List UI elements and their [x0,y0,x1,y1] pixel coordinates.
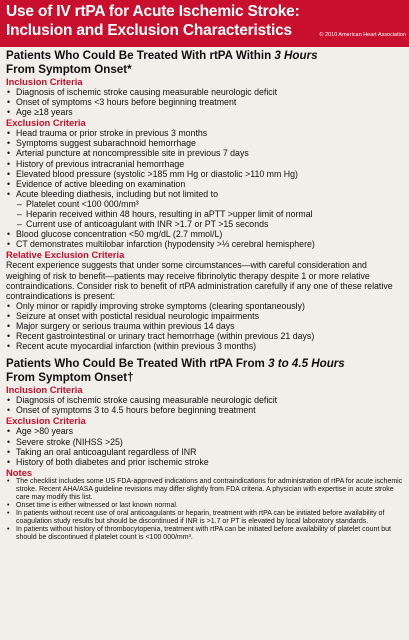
list-item: • CT demonstrates multilobar infarction (hypodensity >⅓ cerebral hemisphere) [6,239,404,249]
notes-list [6,478,404,543]
list-item: • Diagnosis of ischemic stroke causing measurable neurologic deficit [6,395,404,405]
list-item: • Elevated blood pressure (systolic >185 mm Hg or diastolic >110 mm Hg) [6,169,404,179]
list-item: • Head trauma or prior stroke in previous 3 months [6,128,404,138]
list-item: • Arterial puncture at noncompressible site in previous 7 days [6,148,404,158]
list-item: • Blood glucose concentration <50 mg/dL (2.7 mmol/L) [6,229,404,239]
exclusion-criteria-label: Exclusion Criteria [6,415,86,427]
list-item: • Acute bleeding diathesis, including but not limited to [6,189,404,199]
title-line-2: Inclusion and Exclusion Characteristics [6,22,292,39]
list-item: • Recent acute myocardial infarction (within previous 3 months) [6,341,404,351]
title-line-1: Use of IV rtPA for Acute Ischemic Stroke: [6,3,300,20]
note-item: • In patients without history of thrombocytopenia, treatment with rtPA can be initiated before availability of platelet count but should be discontinued if platelet count is <100 000/mm³. [6,526,404,542]
note-item: • In patients without recent use of oral anticoagulants or heparin, treatment with rtPA can be initiated before availability of coagulation study results but should be discontinued if INR is >1.7 or PT is elevated by local laboratory standards. [6,510,404,526]
exclusion-criteria-label: Exclusion Criteria [6,117,86,129]
inclusion-list [6,395,404,415]
inclusion-criteria-label: Inclusion Criteria [6,384,83,396]
list-item: • Taking an oral anticoagulant regardless of INR [6,447,404,457]
exclusion-list [6,128,404,249]
list-item: • Severe stroke (NIHSS >25) [6,437,404,447]
note-item: • The checklist includes some US FDA-approved indications and contraindications for administration of rtPA for acute ischemic stroke. Recent AHA/ASA guideline revisions may differ slightly from FDA criteria. A physician with expertise in acute stroke care may modify this list. [6,478,404,502]
relative-exclusion-label: Relative Exclusion Criteria [6,249,125,261]
sub-list-item: – Current use of anticoagulant with INR >1.7 or PT >15 seconds [6,219,404,229]
list-item: • Onset of symptoms 3 to 4.5 hours before beginning treatment [6,405,404,415]
note-item: • Onset time is either witnessed or last known normal. [6,502,404,510]
document-body [0,47,409,543]
list-item: • Only minor or rapidly improving stroke symptoms (clearing spontaneously) [6,301,404,311]
list-item: • Seizure at onset with postictal residual neurologic impairments [6,311,404,321]
section-1-heading: Patients Who Could Be Treated With rtPA Within 3 Hours From Symptom Onset* [6,49,318,76]
list-item: • Evidence of active bleeding on examination [6,179,404,189]
title-banner [0,0,409,47]
list-item: • History of previous intracranial hemorrhage [6,159,404,169]
list-item: • Age >80 years [6,426,404,436]
list-item: • Major surgery or serious trauma within previous 14 days [6,321,404,331]
relative-exclusion-list [6,301,404,351]
list-item: • Recent gastrointestinal or urinary tract hemorrhage (within previous 21 days) [6,331,404,341]
list-item: • Onset of symptoms <3 hours before beginning treatment [6,97,404,107]
inclusion-list [6,87,404,117]
section-2-heading: Patients Who Could Be Treated With rtPA From 3 to 4.5 Hours From Symptom Onset† [6,357,345,384]
list-item: • Age ≥18 years [6,107,404,117]
list-item: • Diagnosis of ischemic stroke causing measurable neurologic deficit [6,87,404,97]
inclusion-criteria-label: Inclusion Criteria [6,76,83,87]
copyright-notice: © 2010 American Heart Association [319,32,406,38]
notes-label: Notes [6,466,33,478]
list-item: • History of both diabetes and prior ischemic stroke [6,457,404,467]
sub-list-item: – Platelet count <100 000/mm³ [6,199,404,209]
list-item: • Symptoms suggest subarachnoid hemorrhage [6,138,404,148]
relative-exclusion-intro: Recent experience suggests that under some circumstances—with careful consideration and weighing of risk to benefit—patients may receive fibrinolytic therapy despite 1 or more relative contraindications. Consider risk to benefit of rtPA administration carefully if any one of these relative contraindications is present: [6,260,393,301]
exclusion-list [6,426,404,466]
sub-list-item: – Heparin received within 48 hours, resulting in aPTT >upper limit of normal [6,209,404,219]
